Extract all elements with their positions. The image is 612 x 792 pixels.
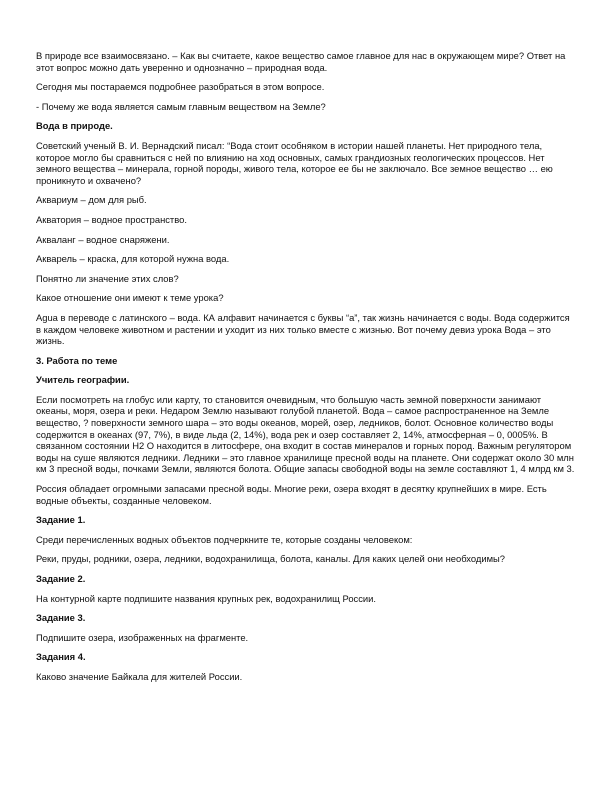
russia-water-paragraph: Россия обладает огромными запасами пресной воды. Многие реки, озера входят в десятку крупнейших в мире. Есть водные объекты, созданные человеком. — [36, 483, 547, 506]
term-aquarium: Аквариум – дом для рыб. — [36, 194, 147, 206]
task-1-list: Реки, пруды, родники, озера, ледники, водохранилища, болота, каналы. Для каких целей они необходимы? — [36, 553, 505, 565]
task-2-instruction: На контурной карте подпишите названия крупных рек, водохранилищ России. — [36, 592, 376, 604]
task-2-heading: Задание 2. — [36, 573, 86, 584]
section-heading-work-on-topic: 3. Работа по теме — [36, 354, 118, 366]
section-heading-water-in-nature: Вода в природе. — [36, 120, 113, 132]
agua-paragraph: Agua в переводе с латинского – вода. КА алфавит начинается с буквы “а”, так жизнь начинается с воды. Вода содержится в каждом человеке животном и растении и уходит из них только вместе с жизнью. Вот почему девиз урока Вода – это жизнь. — [36, 311, 570, 347]
term-aquarelle: Акварель – краска, для которой нужна вода. — [36, 253, 230, 265]
term-aqualung: Акваланг – водное снаряжени. — [36, 233, 170, 245]
vernadsky-quote-paragraph: Советский ученый В. И. Вернадский писал: “Вода стоит особняком в истории нашей планеты. Нет природного тела, которое могло бы сравниться с ней по влиянию на ход основных, самых грандиозных геологических процессов. Нет земного вещества – минерала, горной породы, живого тела, которое ее бы не заключало. Все земное вещество … ею проникнуто и охвачено? — [36, 139, 553, 186]
section-heading-geography-teacher: Учитель географии. — [36, 374, 130, 386]
term-aquatoria: Акватория – водное пространство. — [36, 213, 187, 225]
globe-paragraph: Если посмотреть на глобус или карту, то становится очевидным, что большую часть земной поверхности занимают океаны, моря, озера и реки. Недаром Землю называют голубой планетой. Вода – самое распространенное на Земле вещество, ? поверхности земного шара – это воды океанов, морей, озер, ледников, болот. Основное количество воды содержится в океанах (97, 7%), в виде льда (2, 14%), вода рек и озер составляет 2, 14%, атмосферная – 0, 0005%. В связанном состоянии Н2 О находится в литосфере, она входит в состав минералов и горных пород. Важным регулятором воды на суше являются ледники. Ледники – это главное хранилище пресной воды на планете. Они содержат около 30 млн км 3 пресной воды, почками Земли, являются болота. Общие запасы свободной воды на земле составляют 1, 4 млрд км 3. — [36, 393, 575, 475]
task-4-instruction: Каково значение Байкала для жителей России. — [36, 670, 243, 682]
question-meaning: Понятно ли значение этих слов? — [36, 272, 179, 284]
intro-paragraph: В природе все взаимосвязано. – Как вы считаете, какое вещество самое главное для нас в окружающем мире? Ответ на этот вопрос можно дать уверенно и однозначно – природная вода. — [36, 50, 566, 73]
question-paragraph: - Почему же вода является самым главным веществом на Земле? — [36, 100, 326, 112]
task-3-heading: Задание 3. — [36, 612, 86, 624]
question-relation: Какое отношение они имеют к теме урока? — [36, 292, 224, 304]
task-1-heading: Задание 1. — [36, 514, 86, 526]
task-3-instruction: Подпишите озера, изображенных на фрагменте. — [36, 631, 249, 643]
lesson-goal-paragraph: Сегодня мы постараемся подробнее разобраться в этом вопросе. — [36, 81, 325, 93]
task-1-instruction: Среди перечисленных водных объектов подчеркните те, которые созданы человеком: — [36, 533, 413, 545]
task-4-heading: Задания 4. — [36, 651, 86, 663]
document-page — [36, 50, 576, 691]
